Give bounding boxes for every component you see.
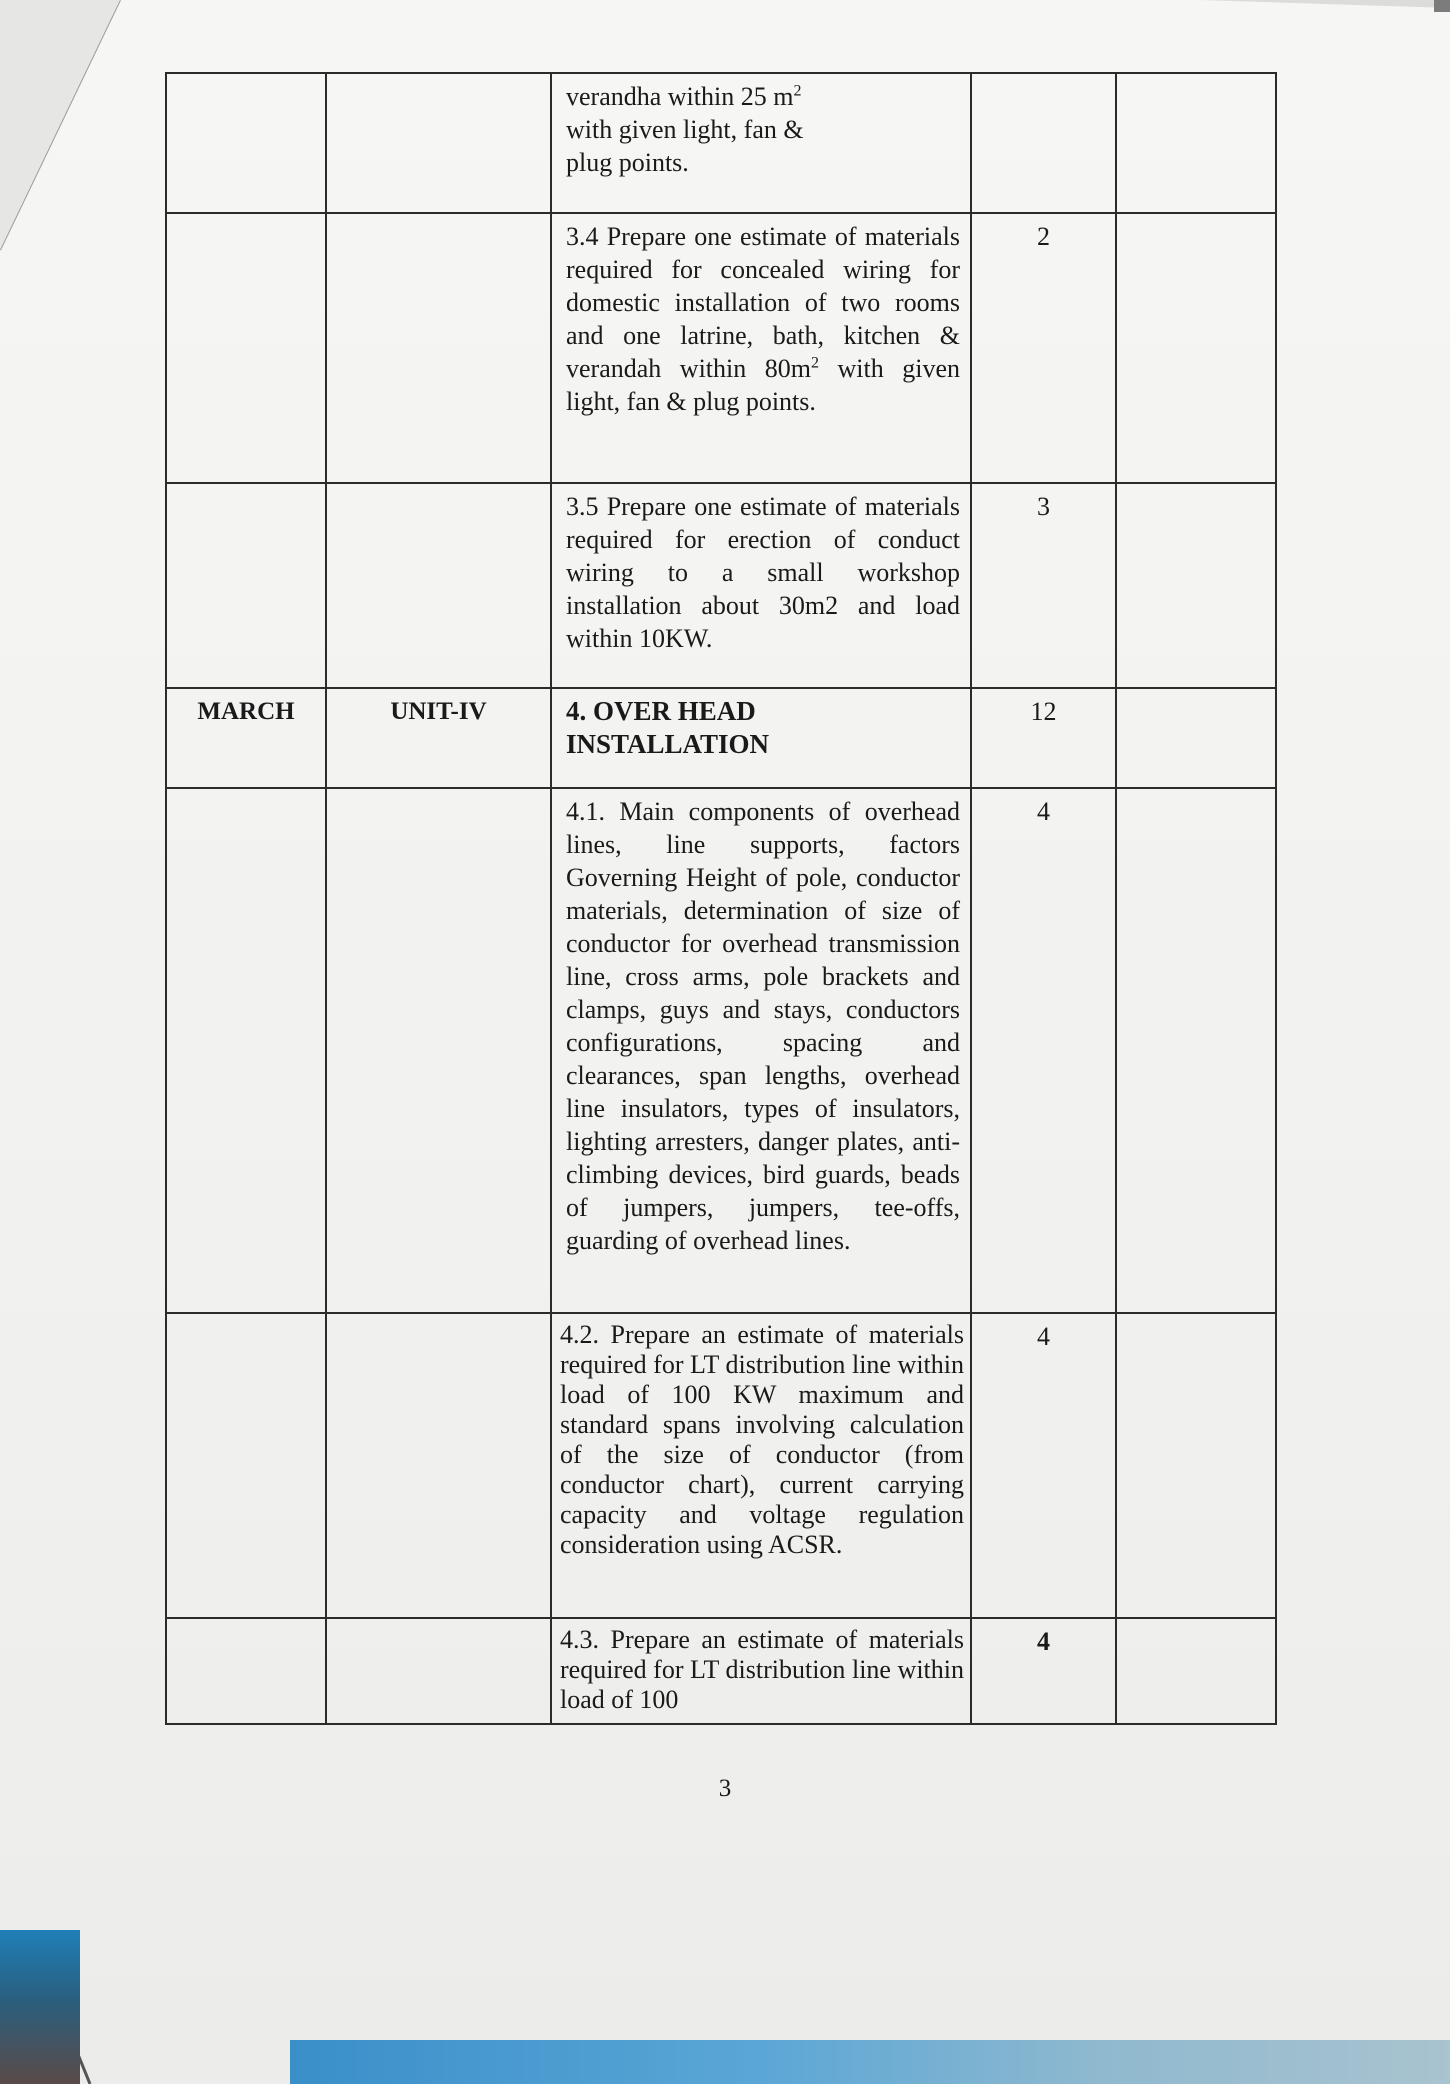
topic-cell	[551, 73, 971, 213]
topic-cell	[551, 688, 971, 788]
topic-text: 4.3. Prepare an estimate of materials required for LT distribution line within load of 100	[560, 1625, 964, 1714]
syllabus-table	[165, 72, 1277, 1725]
table-row	[166, 788, 1276, 1313]
remarks-cell	[1116, 1618, 1276, 1724]
topic-superscript: 2	[810, 354, 819, 372]
topic-text: verandha within 25 m	[566, 82, 794, 111]
topic-text-tail: with given light, fan & plug points.	[566, 354, 960, 416]
topic-text: 3.5 Prepare one estimate of materials required for erection of conduct wiring to a small workshop installation about 30m2 and load within 10KW.	[566, 492, 960, 653]
topic-cell	[551, 483, 971, 688]
table-row	[166, 483, 1276, 688]
remarks-cell	[1116, 213, 1276, 483]
topic-cell	[551, 213, 971, 483]
background-fabric	[0, 1930, 80, 2084]
topic-superscript: 2	[793, 82, 802, 100]
month-cell	[166, 213, 326, 483]
month-cell	[166, 1313, 326, 1618]
month-cell	[166, 1618, 326, 1724]
corner-mark	[1434, 0, 1450, 12]
topic-text: 4.1. Main components of overhead lines, line supports, factors Governing Height of pole, conductor materials, determination of size of conductor for overhead transmission line, cross arms, pole brackets and clamps, guys and stays, conductors configurations, spacing and clearances, span lengths, overhead line insulators, types of insulators, lighting arresters, danger plates, anti-climbing devices, bird guards, beads of jumpers, jumpers, tee-offs, guarding of overhead lines.	[566, 797, 960, 1255]
unit-cell	[326, 73, 551, 213]
month-cell	[166, 73, 326, 213]
unit-cell	[326, 213, 551, 483]
month-cell	[166, 788, 326, 1313]
table-row	[166, 1313, 1276, 1618]
table-row	[166, 688, 1276, 788]
remarks-cell	[1116, 483, 1276, 688]
table-row	[166, 213, 1276, 483]
unit-cell	[326, 1313, 551, 1618]
remarks-cell	[1116, 1313, 1276, 1618]
topic-text: 4.2. Prepare an estimate of materials required for LT distribution line within load of 100 KW maximum and standard spans involving calculation of the size of conductor (from conductor chart), current carrying capacity and voltage regulation consideration using ACSR.	[560, 1320, 964, 1559]
remarks-cell	[1116, 73, 1276, 213]
unit-cell	[326, 788, 551, 1313]
hours-cell	[971, 73, 1116, 213]
hours-cell: 3	[971, 483, 1116, 688]
hours-cell: 2	[971, 213, 1116, 483]
remarks-cell	[1116, 688, 1276, 788]
topic-cell	[551, 788, 971, 1313]
page-number: 3	[718, 1775, 732, 1802]
background-blue-cloth	[290, 2040, 1450, 2084]
topic-cell	[551, 1618, 971, 1724]
hours-cell: 4	[971, 1313, 1116, 1618]
hours-cell: 4	[971, 788, 1116, 1313]
unit-cell: UNIT-IV	[326, 688, 551, 788]
hours-cell: 4	[971, 1618, 1116, 1724]
table-row	[166, 73, 1276, 213]
unit-cell	[326, 483, 551, 688]
month-cell	[166, 483, 326, 688]
table-row	[166, 1618, 1276, 1724]
unit-heading: 4. OVER HEAD INSTALLATION	[566, 696, 770, 759]
topic-text-tail: with given light, fan & plug points.	[566, 115, 804, 177]
hours-cell: 12	[971, 688, 1116, 788]
topic-text: 3.4 Prepare one estimate of materials required for concealed wiring for domestic installation of two rooms and one latrine, bath, kitchen & verandah within 80m	[566, 222, 960, 383]
month-cell: MARCH	[166, 688, 326, 788]
remarks-cell	[1116, 788, 1276, 1313]
topic-cell	[551, 1313, 971, 1618]
unit-cell	[326, 1618, 551, 1724]
